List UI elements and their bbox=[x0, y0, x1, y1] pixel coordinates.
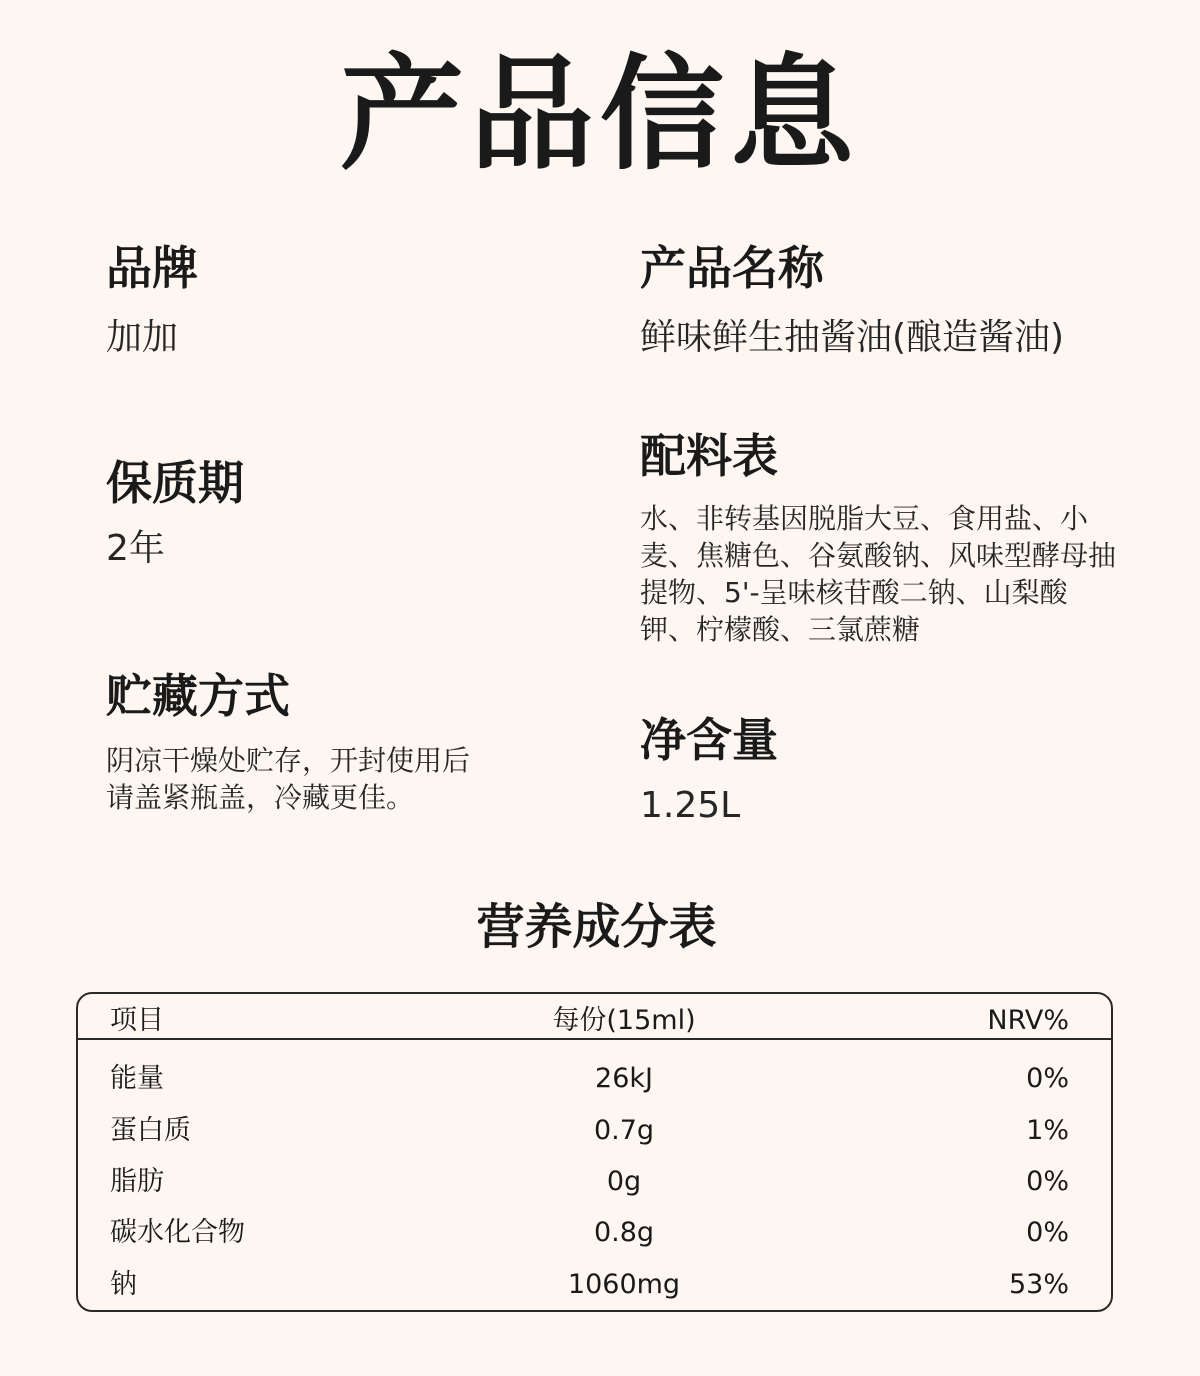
shelf-life-label: 保质期 bbox=[106, 456, 244, 510]
row-item: 脂肪 bbox=[110, 1166, 164, 1197]
shelf-life-value: 2年 bbox=[106, 528, 165, 569]
product-name-value: 鲜味鲜生抽酱油(酿造酱油) bbox=[640, 317, 1065, 358]
header-divider bbox=[78, 1038, 1111, 1040]
brand-block bbox=[106, 240, 198, 360]
storage-label: 贮藏方式 bbox=[106, 669, 290, 723]
row-item: 碳水化合物 bbox=[110, 1217, 245, 1248]
nutrition-table bbox=[76, 992, 1113, 1312]
page-title: 产品信息 bbox=[339, 43, 860, 187]
net-content-value: 1.25L bbox=[640, 785, 741, 826]
row-nrv: 53% bbox=[1008, 1269, 1069, 1300]
table-row bbox=[78, 1056, 1111, 1102]
net-content-label: 净含量 bbox=[640, 713, 778, 767]
table-row bbox=[78, 1210, 1111, 1256]
storage-block bbox=[106, 668, 486, 816]
product-name-block bbox=[640, 240, 1064, 360]
row-nrv: 0% bbox=[1026, 1063, 1069, 1094]
row-per-serving: 1060mg bbox=[567, 1269, 681, 1300]
row-item: 能量 bbox=[110, 1063, 164, 1094]
shelf-life-block bbox=[106, 455, 244, 571]
net-content-block bbox=[640, 712, 778, 828]
header-item: 项目 bbox=[110, 1005, 164, 1036]
row-item: 蛋白质 bbox=[110, 1115, 191, 1146]
row-item: 钠 bbox=[110, 1269, 137, 1300]
header-nrv: NRV% bbox=[987, 1005, 1069, 1036]
row-nrv: 0% bbox=[1026, 1166, 1069, 1197]
ingredients-label: 配料表 bbox=[640, 429, 778, 483]
row-per-serving: 0.7g bbox=[593, 1115, 655, 1146]
product-name-label: 产品名称 bbox=[640, 241, 824, 295]
ingredients-value: 水、非转基因脱脂大豆、食用盐、小麦、焦糖色、谷氨酸钠、风味型酵母抽提物、5'-呈味核苷酸二钠、山梨酸钾、柠檬酸、三氯蔗糖 bbox=[640, 502, 1117, 646]
table-row bbox=[78, 1159, 1111, 1205]
nutrition-title: 营养成分表 bbox=[476, 899, 717, 955]
table-row bbox=[78, 1108, 1111, 1154]
row-nrv: 1% bbox=[1026, 1115, 1069, 1146]
row-per-serving: 0g bbox=[606, 1166, 642, 1197]
storage-value: 阴凉干燥处贮存，开封使用后请盖紧瓶盖，冷藏更佳。 bbox=[106, 744, 471, 814]
table-row bbox=[78, 1262, 1111, 1308]
brand-value: 加加 bbox=[106, 317, 179, 358]
header-per-serving: 每份(15ml) bbox=[552, 1005, 696, 1036]
row-per-serving: 26kJ bbox=[595, 1063, 653, 1094]
ingredients-block bbox=[640, 428, 1120, 648]
row-nrv: 0% bbox=[1026, 1217, 1069, 1248]
brand-label: 品牌 bbox=[106, 241, 198, 295]
row-per-serving: 0.8g bbox=[593, 1217, 655, 1248]
